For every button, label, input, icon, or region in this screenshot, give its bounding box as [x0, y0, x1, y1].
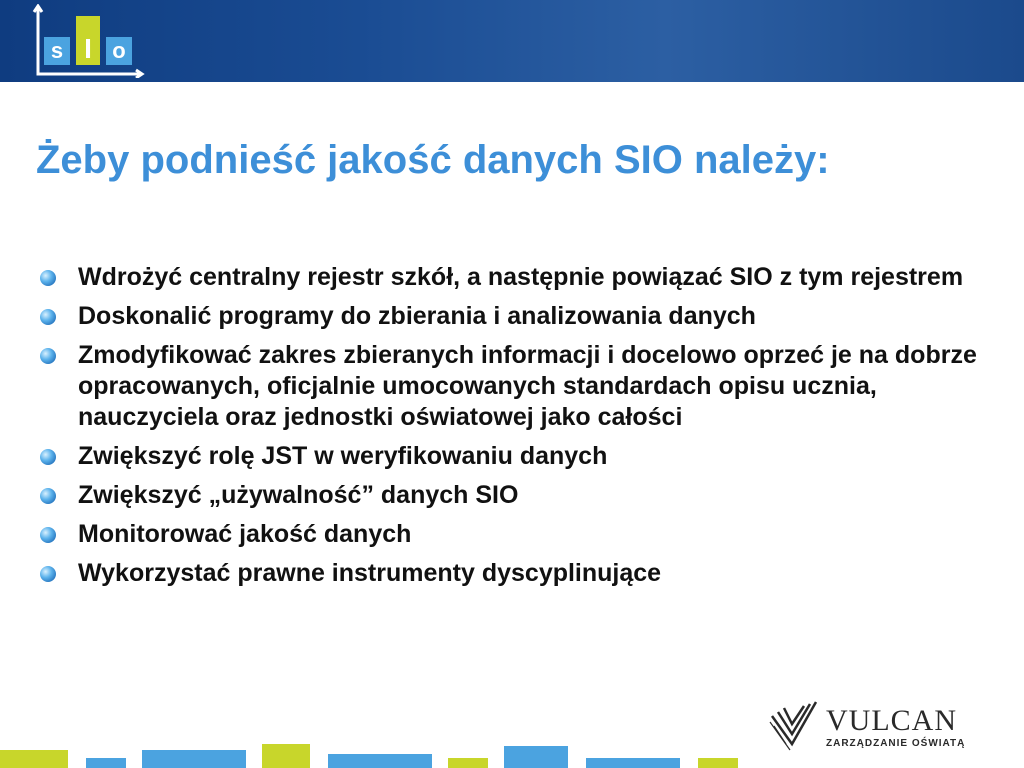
list-item: [38, 558, 978, 589]
list-item: [38, 441, 978, 472]
list-item: [38, 262, 978, 293]
slide-title: Żeby podnieść jakość danych SIO należy:: [36, 138, 830, 182]
slo-logo: [30, 4, 150, 78]
bullet-text: Wykorzystać prawne instrumenty dyscyplinujące: [78, 559, 662, 587]
bullet-icon: [40, 527, 56, 543]
vulcan-emblem-icon: [768, 696, 820, 752]
footer-bar: [142, 750, 246, 768]
list-item: [38, 480, 978, 511]
footer-bar: [698, 758, 738, 768]
bullet-icon: [40, 488, 56, 504]
list-item: [38, 340, 978, 433]
vulcan-subtitle: ZARZĄDZANIE OŚWIATĄ: [826, 738, 966, 749]
footer-bar: [262, 744, 310, 768]
footer-bar: [0, 750, 68, 768]
bullet-icon: [40, 270, 56, 286]
vulcan-brand: VULCAN: [826, 704, 957, 737]
footer-bar: [328, 754, 432, 768]
footer-bar: [504, 746, 568, 768]
footer-bar: [448, 758, 488, 768]
logo-letter-s: s: [44, 37, 70, 65]
logo-letter-l: I: [76, 16, 100, 65]
list-item: [38, 519, 978, 550]
bullet-icon: [40, 449, 56, 465]
vulcan-logo: [768, 696, 998, 756]
bullet-text: Zwiększyć „używalność” danych SIO: [78, 481, 519, 509]
logo-letter-o: o: [106, 37, 132, 65]
bullet-text: Wdrożyć centralny rejestr szkół, a następnie powiązać SIO z tym rejestrem: [78, 263, 964, 291]
bullet-icon: [40, 348, 56, 364]
bullet-text: Zmodyfikować zakres zbieranych informacji i docelowo oprzeć je na dobrze opracowanych, oficjalnie umocowanych standardach opisu ucznia, nauczyciela oraz jednostki oświatowej jako całości: [78, 341, 977, 431]
list-item: [38, 301, 978, 332]
bullet-text: Zwiększyć rolę JST w weryfikowaniu danych: [78, 442, 608, 470]
bullet-text: Doskonalić programy do zbierania i analizowania danych: [78, 302, 756, 330]
footer-decoration: [0, 744, 740, 768]
footer-bar: [86, 758, 126, 768]
bullet-icon: [40, 309, 56, 325]
footer-bar: [586, 758, 680, 768]
bullet-text: Monitorować jakość danych: [78, 520, 412, 548]
header-banner: [0, 0, 1024, 82]
bullet-list: [38, 262, 978, 597]
bullet-icon: [40, 566, 56, 582]
